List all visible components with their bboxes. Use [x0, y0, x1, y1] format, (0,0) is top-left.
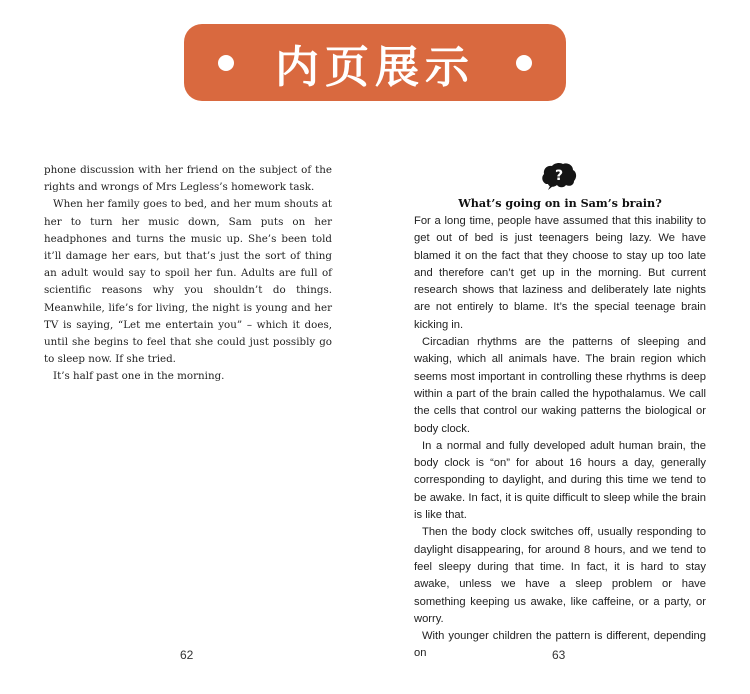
- bullet-dot-icon: [516, 55, 532, 71]
- paragraph: It’s half past one in the morning.: [53, 370, 225, 383]
- page-number-left: 62: [180, 648, 194, 662]
- right-page-text: [414, 213, 706, 663]
- paragraph: When her family goes to bed, and her mum shouts at her to turn her music down, Sam puts on her headphones and turns the music up. She’s been told it’ll damage her ears, but that’s just the sort of thing an adult would say to spoil her fun. Adults are full of scientific reasons why you shouldn’t do things. Meanwhile, life’s for living, the night is young and her TV is saying, “Let me entertain you” – which it does, until she begins to feel that she could just possibly go to sleep now. If she tried.: [44, 198, 332, 366]
- banner-title: 内页展示: [275, 41, 475, 93]
- page-number-right: 63: [552, 648, 566, 662]
- section-heading: What’s going on in Sam’s brain?: [458, 196, 662, 210]
- paragraph: For a long time, people have assumed that this inability to get out of bed is just teenagers being lazy. We have blamed it on the fact that they choose to stay up too late and therefore can’t get up in the morning. But current research shows that laziness and deliberately late nights are not entirely to blame. It’s the special teenage brain kicking in.: [414, 215, 706, 331]
- paragraph: Circadian rhythms are the patterns of sleeping and waking, which all animals have. The brain region which seems most important in controlling these rhythms is deep within a part of the brain called the hypothalamus. We call the cells that control our waking patterns the biological or body clock.: [414, 336, 706, 435]
- header-banner: [184, 24, 566, 101]
- paragraph: phone discussion with her friend on the subject of the rights and wrongs of Mrs Legless’s homework task.: [44, 164, 332, 194]
- left-page-text: [44, 162, 332, 386]
- paragraph: With younger children the pattern is different, depending on: [414, 630, 706, 660]
- paragraph: Then the body clock switches off, usually responding to daylight disappearing, for around 8 hours, and we tend to feel sleepy during that time. In fact, it is hard to stay awake, unless we have a sleep problem or have something keeping us awake, like caffeine, or a party, or worry.: [414, 526, 706, 625]
- svg-text:?: ?: [554, 168, 564, 184]
- paragraph: In a normal and fully developed adult human brain, the body clock is “on” for about 16 hours a day, generally corresponding to daylight, and during this time we tend to be awake. In fact, it is quite difficult to sleep while the brain is like that.: [414, 439, 706, 522]
- brain-question-icon: [541, 162, 577, 190]
- bullet-dot-icon: [218, 55, 234, 71]
